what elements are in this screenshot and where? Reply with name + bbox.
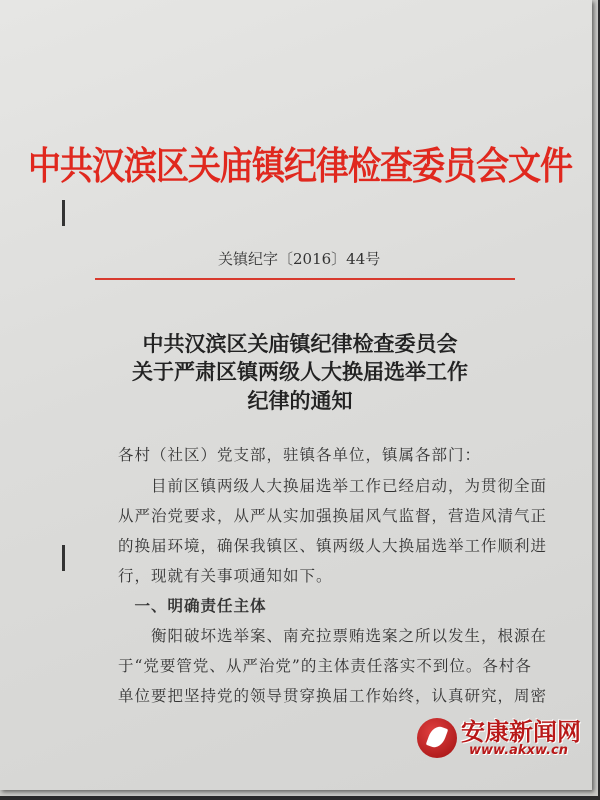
notice-heading-line: 中共汉滨区关庙镇纪律检查委员会 xyxy=(142,331,458,356)
watermark-logo-icon xyxy=(417,718,457,758)
watermark-name: 安康新闻网 xyxy=(461,717,581,746)
letterhead-title: 中共汉滨区关庙镇纪律检查委员会文件 xyxy=(28,143,572,189)
body-line: 单位要把坚持党的领导贯穿换届工作始终，认真研究，周密 xyxy=(118,687,548,705)
body-line: 的换届环境，确保我镇区、镇两级人大换届选举工作顺利进 xyxy=(118,537,548,555)
section-title: 一、明确责任主体 xyxy=(118,596,267,615)
binding-mark xyxy=(62,200,65,226)
body-line: 于“党要管党、从严治党”的主体责任落实不到位。各村各 xyxy=(118,657,532,675)
watermark-url: www.akxw.cn xyxy=(469,743,569,758)
addressee: 各村（社区）党支部，驻镇各单位，镇属各部门： xyxy=(118,446,482,464)
body-line: 行，现就有关事项通知如下。 xyxy=(118,567,333,585)
notice-heading-line: 关于严肃区镇两级人大换届选举工作 xyxy=(132,359,468,384)
watermark xyxy=(417,712,587,762)
body-line: 目前区镇两级人大换届选举工作已经启动，为贯彻全面 xyxy=(118,477,548,495)
body-line: 从严治党要求，从严从实加强换届风气监督，营造风清气正 xyxy=(118,507,548,525)
notice-heading-line: 纪律的通知 xyxy=(247,388,353,413)
body-line: 衡阳破坏选举案、南充拉票贿选案之所以发生，根源在 xyxy=(118,627,548,645)
document-number: 关镇纪字〔2016〕44号 xyxy=(218,250,381,268)
binding-mark xyxy=(62,545,65,571)
red-divider xyxy=(95,278,515,280)
